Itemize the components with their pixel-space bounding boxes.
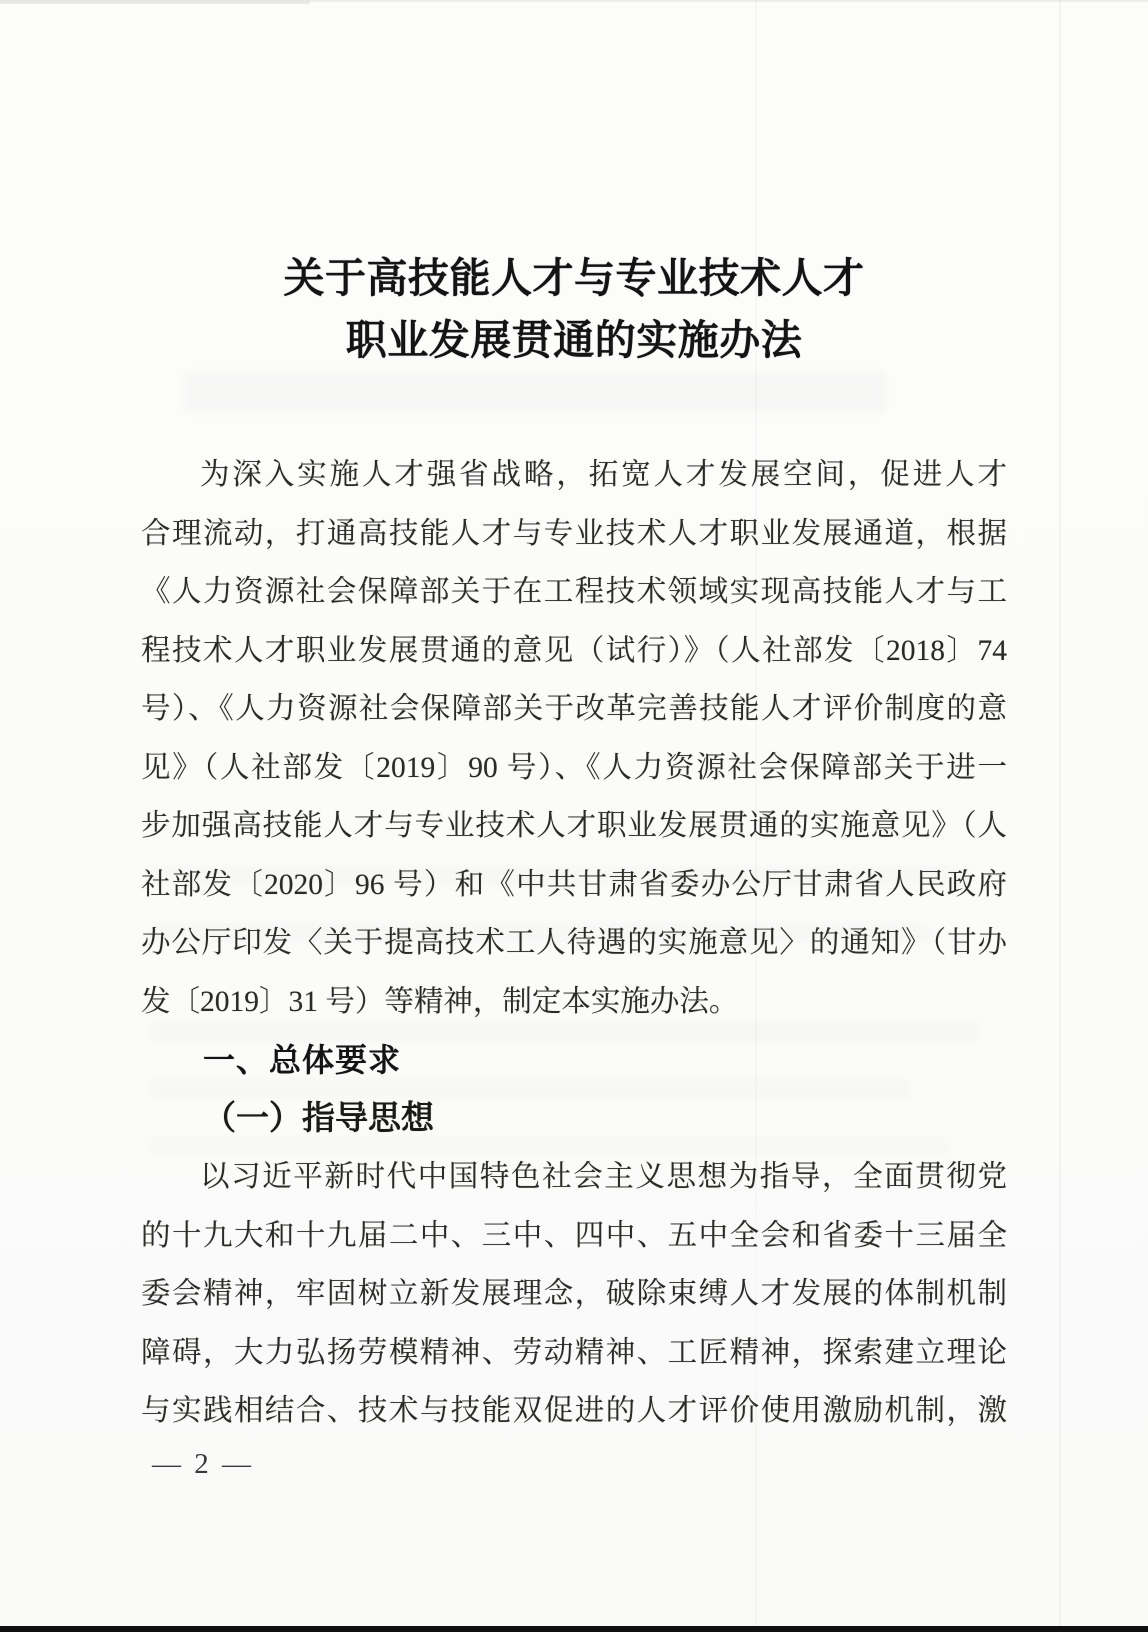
paragraph1-line: 见》（人社部发〔2019〕90 号）、《人力资源社会保障部关于进一 [141, 751, 1007, 784]
paragraph1-line: 步加强高技能人才与专业技术人才职业发展贯通的实施意见》（人 [141, 810, 1007, 842]
paragraph2-line: 与实践相结合、技术与技能双促进的人才评价使用激励机制，激 [141, 1395, 1007, 1427]
paragraph1-line: 办公厅印发〈关于提高技术工人待遇的实施意见〉的通知》（甘办 [141, 927, 1007, 959]
paragraph1-line: 社部发〔2020〕96 号）和《中共甘肃省委办公厅甘肃省人民政府 [141, 868, 1007, 901]
scan-bottom-edge [0, 1626, 1148, 1632]
document-body [141, 446, 1007, 1441]
subsection-heading-guiding-ideology: （一）指导思想 [203, 1100, 434, 1137]
bleed-through-artifact [185, 372, 885, 412]
paragraph1-line: 为深入实施人才强省战略，拓宽人才发展空间，促进人才 [200, 459, 1007, 491]
paragraph1-line: 号）、《人力资源社会保障部关于改革完善技能人才评价制度的意 [141, 693, 1007, 725]
paragraph1-line: 合理流动，打通高技能人才与专业技术人才职业发展通道，根据 [141, 517, 1007, 550]
paragraph2-line: 以习近平新时代中国特色社会主义思想为指导，全面贯彻党 [200, 1161, 1007, 1193]
scan-top-left-shadow [0, 0, 310, 4]
paragraph2-line: 障碍，大力弘扬劳模精神、劳动精神、工匠精神，探索建立理论 [141, 1336, 1007, 1369]
paragraph1-line: 《人力资源社会保障部关于在工程技术领域实现高技能人才与工 [141, 576, 1007, 608]
document-title [141, 247, 1007, 371]
scan-vertical-seam [1059, 0, 1061, 1632]
title-line-2: 职业发展贯通的实施办法 [345, 317, 803, 363]
title-line-1: 关于高技能人才与专业技术人才 [283, 255, 865, 301]
paragraph2-line: 委会精神，牢固树立新发展理念，破除束缚人才发展的体制机制 [141, 1278, 1007, 1310]
paragraph1-line: 发〔2019〕31 号）等精神，制定本实施办法。 [141, 985, 739, 1018]
paragraph2-line: 的十九大和十九届二中、三中、四中、五中全会和省委十三届全 [141, 1219, 1007, 1252]
section-heading-overall-requirements: 一、总体要求 [203, 1042, 402, 1078]
paragraph1-line: 程技术人才职业发展贯通的意见（试行）》（人社部发〔2018〕74 [141, 634, 1007, 667]
page-number: — 2 — [152, 1448, 254, 1480]
